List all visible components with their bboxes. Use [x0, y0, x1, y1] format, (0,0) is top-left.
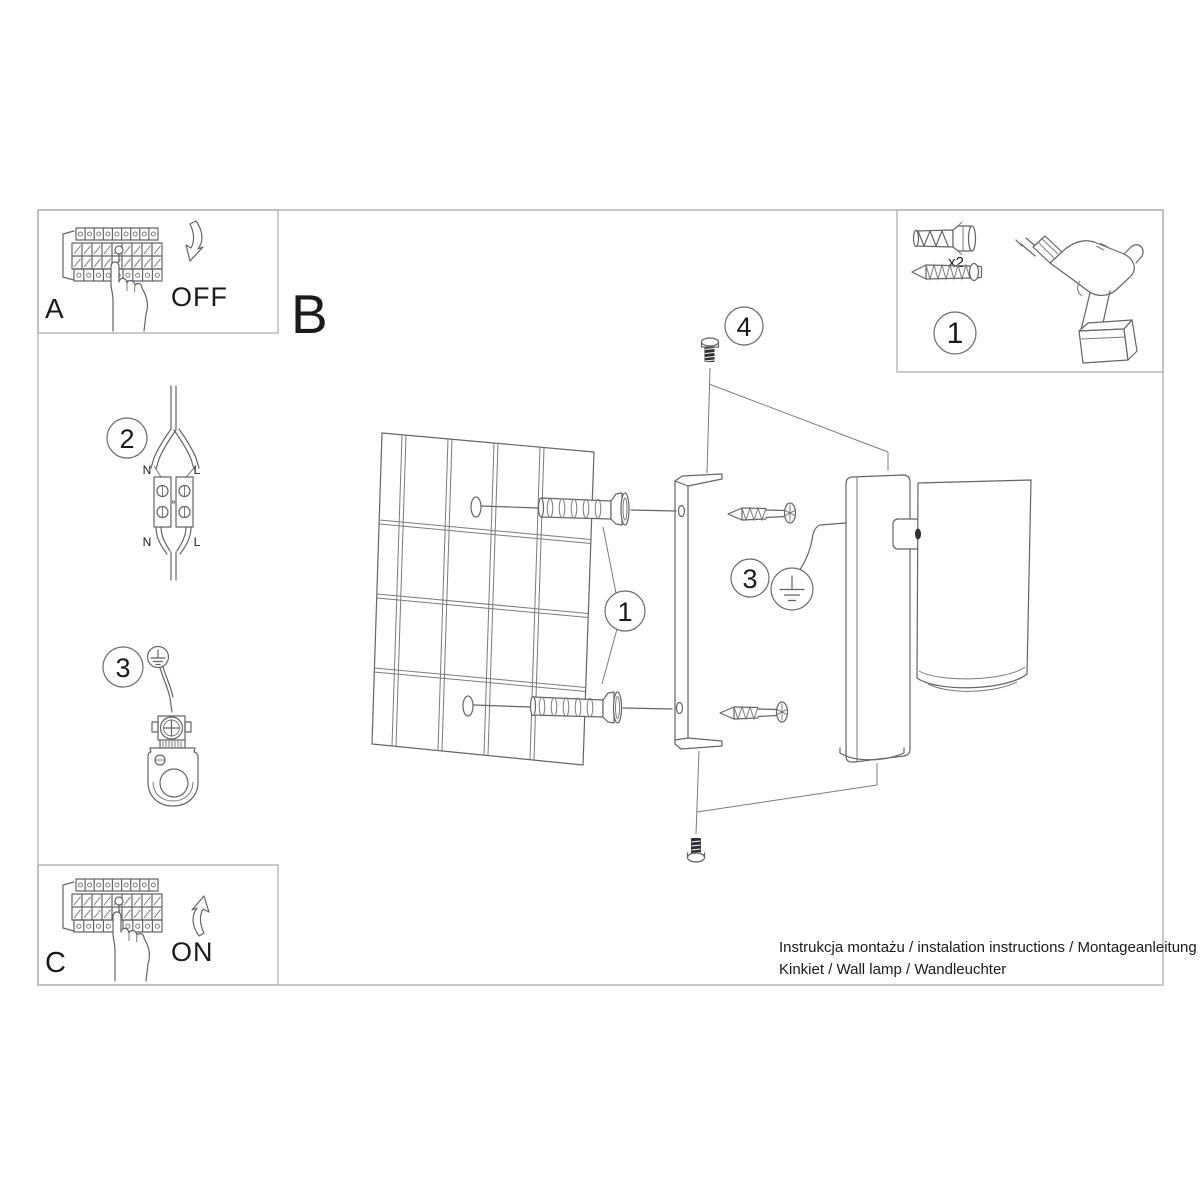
- pointing-hand-icon: [113, 912, 149, 981]
- step-c-panel: [45, 879, 214, 981]
- wall-plug-icon: [914, 222, 976, 255]
- ground-detail: [103, 647, 198, 807]
- drill-hole-bottom: [463, 696, 473, 716]
- step-a-label: A: [45, 293, 64, 324]
- off-label: OFF: [171, 282, 228, 312]
- earth-symbol-large-icon: [771, 568, 813, 610]
- tools-box: [912, 222, 1143, 363]
- step-b-label: B: [291, 283, 328, 345]
- drill-icon: [1016, 236, 1143, 363]
- wiring-detail: [107, 386, 201, 580]
- lamp-back-plate: [840, 475, 910, 762]
- footer: [779, 939, 1197, 978]
- ground-terminal-icon: [148, 716, 198, 806]
- anchor-quantity-label: x2: [948, 254, 964, 271]
- lamp-cylinder: [915, 480, 1031, 691]
- on-label: ON: [171, 937, 214, 967]
- neutral-label-top: N: [142, 463, 152, 477]
- anchor-callout-number: 1: [617, 597, 633, 627]
- live-label-bottom: L: [193, 535, 201, 549]
- footer-line-1: Instrukcja montażu / instalation instructions / Montageanleitung: [779, 939, 1197, 956]
- tools-callout-number: 1: [946, 317, 964, 350]
- wall-anchor-bottom: [531, 692, 622, 723]
- live-label-top: L: [193, 463, 201, 477]
- step-c-label: C: [45, 947, 66, 979]
- ground-wire: [160, 667, 173, 712]
- mounting-bracket: [675, 474, 722, 749]
- footer-line-2: Kinkiet / Wall lamp / Wandleuchter: [779, 961, 1007, 978]
- set-screw-top: [702, 307, 889, 473]
- anchor-callout: [602, 527, 645, 684]
- wall-anchor-top: [539, 493, 630, 525]
- set-screw-bottom: [688, 751, 878, 862]
- ground-terminal-callout: [731, 523, 846, 610]
- wiring-callout-number: 2: [119, 424, 135, 454]
- cable-splice-icon: [151, 386, 199, 580]
- bracket-screw-bottom: [720, 702, 788, 722]
- pointing-hand-icon: [111, 262, 147, 331]
- ground-callout-number: 3: [115, 653, 131, 683]
- arrow-up-icon: [192, 896, 209, 936]
- screw-icon: [912, 264, 982, 281]
- arrow-down-icon: [186, 221, 203, 261]
- drill-hole-top: [471, 497, 481, 517]
- ground-terminal-callout-number: 3: [742, 564, 758, 594]
- bracket-screw-top: [728, 503, 796, 523]
- neutral-label-bottom: N: [142, 535, 152, 549]
- set-screw-callout-number: 4: [736, 312, 752, 342]
- step-a-panel: [45, 221, 228, 331]
- earth-symbol-icon: [148, 647, 169, 668]
